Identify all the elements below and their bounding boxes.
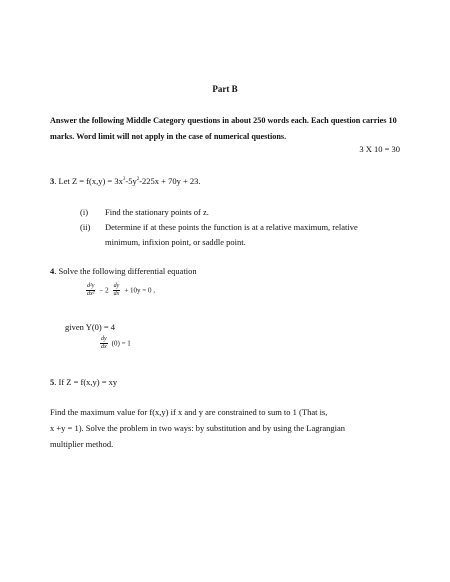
differential-equation: $\frac{\text{d²y}}{\text{dx²}}$ − 2 $\frac{dy}{dx}$ + 10y = 0 ,: [87, 282, 155, 297]
question-5-stem: 5. If Z = f(x,y) = xy: [50, 377, 118, 387]
initial-condition-derivative: $\frac{dy}{dx}$ (0) = 1: [101, 335, 131, 350]
question-5-body-line-3: multiplier method.: [50, 439, 114, 449]
question-3-part-i: (i) Find the stationary points of z.: [80, 207, 209, 217]
question-5-body-line-2: x +y = 1). Solve the problem in two ways: by substitution and by using the Lagrangian: [50, 423, 346, 433]
instructions: Answer the following Middle Category questions in about 250 words each. Each question carries 10 marks. Word limit will not apply in the case of numerical questions.: [50, 116, 397, 141]
question-5-number: 5: [50, 377, 55, 387]
question-4-stem: 4. Solve the following differential equation: [50, 266, 197, 276]
question-3-number: 3: [50, 176, 55, 186]
initial-condition-y: given Y(0) = 4: [65, 322, 116, 332]
first-derivative-fraction: $\frac{dy}{dx}$: [113, 282, 120, 297]
question-3-part-ii: (ii) Determine if at these points the function is at a relative maximum, relative: [80, 222, 358, 232]
part-title: Part B: [212, 84, 238, 94]
question-4-number: 4: [50, 266, 55, 276]
question-3-part-ii-cont: minimum, infixion point, or saddle point.: [105, 237, 246, 247]
question-5-body-line-1: Find the maximum value for f(x,y) if x and y are constrained to sum to 1 (That is,: [50, 407, 328, 417]
question-3-stem: 3. Let $Z = f(x,y) = 3x^3-5y^2-225x + 70y + 23$.: [50, 176, 201, 186]
marks-total: 3 X 10 = 30: [359, 144, 400, 154]
derivative-fraction: $\frac{dy}{dx}$: [101, 335, 107, 350]
second-derivative-fraction: $\frac{\text{d²y}}{\text{dx²}}$: [87, 282, 95, 297]
